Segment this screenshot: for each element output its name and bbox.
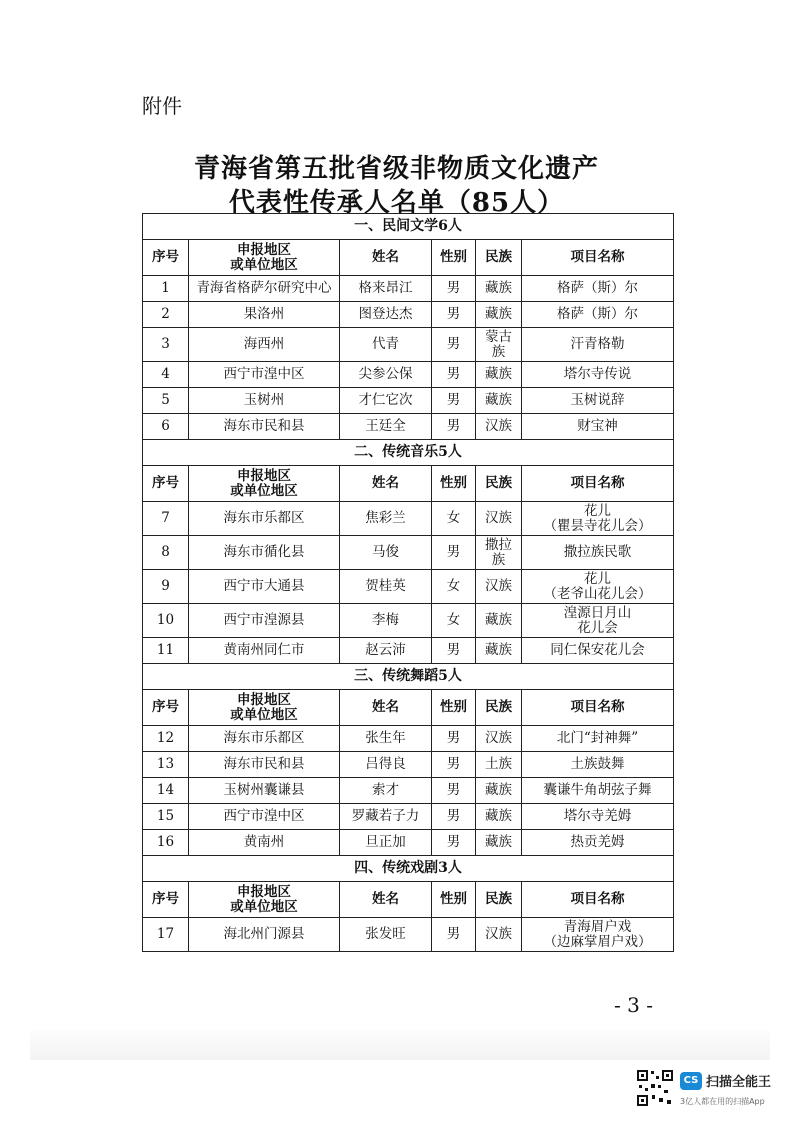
header-gender: 性别 — [432, 882, 476, 918]
row-seq: 3 — [143, 328, 189, 362]
row-gender: 男 — [432, 414, 476, 440]
row-gender: 男 — [432, 276, 476, 302]
section-heading: 一、民间文学6人 — [143, 214, 674, 240]
row-ethnicity: 藏族 — [476, 276, 522, 302]
header-gender: 性别 — [432, 690, 476, 726]
row-ethnicity: 藏族 — [476, 604, 522, 638]
scanner-tagline: 3亿人都在用的扫描App — [680, 1097, 765, 1106]
header-seq: 序号 — [143, 882, 189, 918]
row-project: 财宝神 — [522, 414, 674, 440]
row-project: 热贡羌姆 — [522, 830, 674, 856]
row-region: 玉树州 — [189, 388, 340, 414]
table-row — [143, 604, 674, 638]
header-project: 项目名称 — [522, 240, 674, 276]
row-gender: 男 — [432, 536, 476, 570]
row-name: 旦正加 — [340, 830, 432, 856]
table-row — [143, 414, 674, 440]
row-project: 塔尔寺羌姆 — [522, 804, 674, 830]
qr-code-icon — [635, 1068, 675, 1108]
table-row — [143, 918, 674, 952]
row-name: 图登达杰 — [340, 302, 432, 328]
table-row — [143, 362, 674, 388]
table-header-row — [143, 882, 674, 918]
row-name: 代青 — [340, 328, 432, 362]
header-region-line1: 申报地区 — [237, 691, 291, 708]
table-row — [143, 570, 674, 604]
row-gender: 男 — [432, 778, 476, 804]
header-name: 姓名 — [340, 882, 432, 918]
section-heading: 三、传统舞蹈5人 — [143, 664, 674, 690]
header-gender: 性别 — [432, 466, 476, 502]
row-name: 索才 — [340, 778, 432, 804]
row-seq: 7 — [143, 502, 189, 536]
row-project: 湟源日月山 花儿会 — [522, 604, 674, 638]
row-name: 焦彩兰 — [340, 502, 432, 536]
row-region: 玉树州囊谦县 — [189, 778, 340, 804]
row-project: 花儿 （老爷山花儿会） — [522, 570, 674, 604]
header-region — [189, 466, 340, 502]
row-gender: 男 — [432, 638, 476, 664]
header-seq: 序号 — [143, 240, 189, 276]
row-ethnicity: 撒拉 族 — [476, 536, 522, 570]
row-seq: 5 — [143, 388, 189, 414]
row-region: 黄南州同仁市 — [189, 638, 340, 664]
row-name: 张发旺 — [340, 918, 432, 952]
row-ethnicity: 汉族 — [476, 414, 522, 440]
header-region-line1: 申报地区 — [237, 467, 291, 484]
camscanner-logo-icon: CS — [680, 1072, 702, 1090]
table-row — [143, 726, 674, 752]
row-seq: 1 — [143, 276, 189, 302]
row-name: 才仁它次 — [340, 388, 432, 414]
row-name: 李梅 — [340, 604, 432, 638]
header-project: 项目名称 — [522, 466, 674, 502]
header-region-line2: 或单位地区 — [230, 898, 298, 915]
header-region-line1: 申报地区 — [237, 883, 291, 900]
row-gender: 女 — [432, 570, 476, 604]
header-region-line2: 或单位地区 — [230, 706, 298, 723]
header-seq: 序号 — [143, 466, 189, 502]
row-seq: 4 — [143, 362, 189, 388]
row-project: 撒拉族民歌 — [522, 536, 674, 570]
row-seq: 17 — [143, 918, 189, 952]
row-ethnicity: 汉族 — [476, 918, 522, 952]
row-gender: 男 — [432, 830, 476, 856]
row-region: 海西州 — [189, 328, 340, 362]
row-project: 土族鼓舞 — [522, 752, 674, 778]
row-region: 海东市民和县 — [189, 414, 340, 440]
header-region — [189, 690, 340, 726]
header-region — [189, 240, 340, 276]
header-project: 项目名称 — [522, 882, 674, 918]
row-seq: 13 — [143, 752, 189, 778]
table-row — [143, 302, 674, 328]
row-name: 罗藏若子力 — [340, 804, 432, 830]
row-project: 花儿 （瞿昙寺花儿会） — [522, 502, 674, 536]
row-ethnicity: 藏族 — [476, 388, 522, 414]
table-row — [143, 638, 674, 664]
table-row — [143, 388, 674, 414]
row-name: 赵云沛 — [340, 638, 432, 664]
header-ethnicity: 民族 — [476, 466, 522, 502]
header-ethnicity: 民族 — [476, 690, 522, 726]
row-seq: 14 — [143, 778, 189, 804]
table-header-row — [143, 240, 674, 276]
row-ethnicity: 藏族 — [476, 778, 522, 804]
row-region: 海东市乐都区 — [189, 502, 340, 536]
row-gender: 男 — [432, 328, 476, 362]
row-region: 西宁市大通县 — [189, 570, 340, 604]
inheritor-list-table — [142, 213, 674, 952]
table-row — [143, 276, 674, 302]
row-name: 王廷全 — [340, 414, 432, 440]
row-project: 格萨（斯）尔 — [522, 276, 674, 302]
row-ethnicity: 汉族 — [476, 502, 522, 536]
row-seq: 11 — [143, 638, 189, 664]
row-gender: 男 — [432, 752, 476, 778]
row-ethnicity: 汉族 — [476, 726, 522, 752]
row-region: 果洛州 — [189, 302, 340, 328]
row-gender: 男 — [432, 918, 476, 952]
row-ethnicity: 藏族 — [476, 830, 522, 856]
row-name: 格来昂江 — [340, 276, 432, 302]
row-seq: 6 — [143, 414, 189, 440]
table-row — [143, 536, 674, 570]
row-ethnicity: 藏族 — [476, 302, 522, 328]
row-seq: 16 — [143, 830, 189, 856]
row-seq: 8 — [143, 536, 189, 570]
row-region: 海东市循化县 — [189, 536, 340, 570]
attachment-label: 附件 — [142, 94, 182, 118]
row-gender: 女 — [432, 604, 476, 638]
row-ethnicity: 蒙古 族 — [476, 328, 522, 362]
row-region: 海北州门源县 — [189, 918, 340, 952]
header-name: 姓名 — [340, 240, 432, 276]
row-seq: 12 — [143, 726, 189, 752]
row-region: 西宁市湟中区 — [189, 804, 340, 830]
row-name: 尖参公保 — [340, 362, 432, 388]
row-project: 格萨（斯）尔 — [522, 302, 674, 328]
row-project: 青海眉户戏 （边麻掌眉户戏） — [522, 918, 674, 952]
row-region: 青海省格萨尔研究中心 — [189, 276, 340, 302]
header-region-line2: 或单位地区 — [230, 256, 298, 273]
page-number: - 3 - — [614, 993, 653, 1017]
row-gender: 男 — [432, 302, 476, 328]
header-gender: 性别 — [432, 240, 476, 276]
row-gender: 男 — [432, 804, 476, 830]
table-header-row — [143, 466, 674, 502]
row-ethnicity: 汉族 — [476, 570, 522, 604]
row-gender: 男 — [432, 726, 476, 752]
header-ethnicity: 民族 — [476, 882, 522, 918]
row-region: 西宁市湟中区 — [189, 362, 340, 388]
table-row — [143, 804, 674, 830]
row-project: 囊谦牛角胡弦子舞 — [522, 778, 674, 804]
section-heading: 二、传统音乐5人 — [143, 440, 674, 466]
row-ethnicity: 藏族 — [476, 638, 522, 664]
row-name: 贺桂英 — [340, 570, 432, 604]
row-seq: 2 — [143, 302, 189, 328]
row-region: 黄南州 — [189, 830, 340, 856]
row-region: 西宁市湟源县 — [189, 604, 340, 638]
header-region-line2: 或单位地区 — [230, 482, 298, 499]
document-title-line2: 代表性传承人名单（85人） — [228, 188, 565, 218]
header-project: 项目名称 — [522, 690, 674, 726]
row-project: 塔尔寺传说 — [522, 362, 674, 388]
header-name: 姓名 — [340, 690, 432, 726]
table-row — [143, 502, 674, 536]
scanner-brand-name: 扫描全能王 — [706, 1075, 772, 1090]
header-seq: 序号 — [143, 690, 189, 726]
scan-shadow — [30, 1030, 770, 1060]
table-row — [143, 830, 674, 856]
header-region — [189, 882, 340, 918]
header-region-line1: 申报地区 — [237, 241, 291, 258]
table-row — [143, 752, 674, 778]
table-row — [143, 328, 674, 362]
row-seq: 10 — [143, 604, 189, 638]
row-name: 张生年 — [340, 726, 432, 752]
row-ethnicity: 藏族 — [476, 362, 522, 388]
row-project: 玉树说辞 — [522, 388, 674, 414]
row-project: 同仁保安花儿会 — [522, 638, 674, 664]
row-gender: 女 — [432, 502, 476, 536]
row-name: 吕得良 — [340, 752, 432, 778]
row-region: 海东市民和县 — [189, 752, 340, 778]
row-ethnicity: 土族 — [476, 752, 522, 778]
row-region: 海东市乐都区 — [189, 726, 340, 752]
row-project: 汗青格勒 — [522, 328, 674, 362]
row-ethnicity: 藏族 — [476, 804, 522, 830]
section-heading: 四、传统戏剧3人 — [143, 856, 674, 882]
row-seq: 9 — [143, 570, 189, 604]
table-header-row — [143, 690, 674, 726]
row-gender: 男 — [432, 388, 476, 414]
row-project: 北门“封神舞” — [522, 726, 674, 752]
row-seq: 15 — [143, 804, 189, 830]
table-row — [143, 778, 674, 804]
header-ethnicity: 民族 — [476, 240, 522, 276]
header-name: 姓名 — [340, 466, 432, 502]
document-title-line1: 青海省第五批省级非物质文化遗产 — [193, 154, 599, 184]
row-gender: 男 — [432, 362, 476, 388]
row-name: 马俊 — [340, 536, 432, 570]
